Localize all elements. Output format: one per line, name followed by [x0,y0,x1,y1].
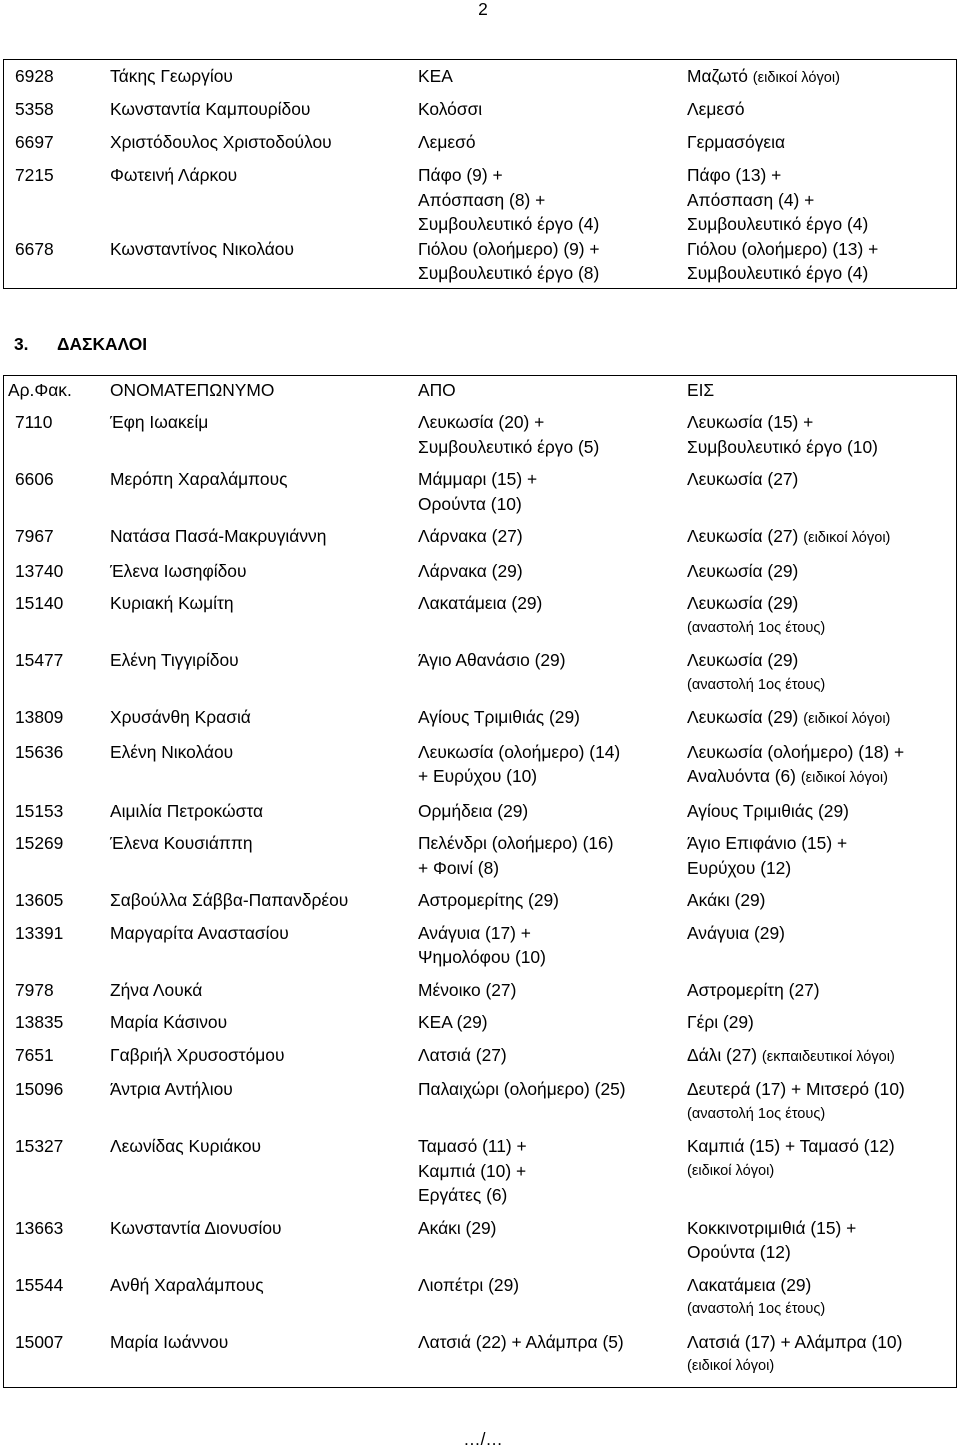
file-number: 7967 [15,526,54,546]
to-note: (ειδικοί λόγοι) [803,530,891,546]
table-row [4,64,956,97]
teacher-name: Άντρια Αντήλιου [110,1079,233,1099]
from-school [418,921,687,970]
from-school [418,1043,687,1070]
table2-body [4,410,956,1379]
from-line: Μένοικο (27) [418,979,517,1000]
to-note: (ειδικοί λόγοι) [803,711,891,727]
table-row [4,1043,956,1070]
section-title: ΔΑΣΚΑΛΟΙ [57,334,148,354]
teacher-name: Μαργαρίτα Αναστασίου [110,922,289,943]
from-line: Άγιο Αθανάσιο (29) [418,650,566,670]
to-note-line: (ειδικοί λόγοι) [687,1162,775,1179]
to-school [687,524,957,551]
to-school [687,705,957,732]
to-line [687,559,957,584]
to-line [687,261,957,286]
from-school [418,237,687,286]
table-row [4,559,956,584]
from-line: Μάμμαρι (15) + [418,469,538,489]
from-line: Λάρνακα (27) [418,526,523,546]
from-line: ΚΕΑ (29) [418,1012,488,1032]
to-line [687,740,957,765]
from-line: Παλαιχώρι (ολοήμερο) (25) [418,1079,626,1099]
to-school [687,1010,957,1035]
to-text: Λευκωσία (29) [687,560,799,581]
teacher-name: Νατάσα Πασά-Μακρυγιάννη [110,526,327,546]
to-text: Λεμεσό [687,99,745,119]
to-text: Λακατάμεια (29) [687,1274,812,1295]
to-text: Πάφο (13) + [687,165,782,185]
to-school [687,1330,957,1379]
transfers-table-continued [3,59,957,289]
file-number: 13740 [15,560,64,581]
teacher-name: Χρυσάνθη Κρασιά [110,707,251,727]
to-school [687,591,957,640]
from-line: Λευκωσία (20) + [418,412,545,432]
file-number: 6606 [15,469,54,489]
from-school [418,591,687,640]
from-school [418,97,687,130]
to-text: Λευκωσία (29) [687,707,799,727]
to-line [687,1134,957,1159]
to-line [687,435,957,460]
from-school [418,559,687,584]
to-text: Δευτερά (17) + Μιτσερό (10) [687,1079,905,1099]
to-line [687,1077,957,1102]
section-number: 3. [14,334,29,354]
file-number: 13663 [15,1217,64,1238]
file-number: 15007 [15,1331,64,1352]
table-row [4,410,956,459]
to-text: Αγίους Τριμιθιάς (29) [687,800,849,821]
table-row [4,978,956,1003]
file-number: 15636 [15,741,64,762]
table-row [4,237,956,286]
from-school [418,410,687,459]
from-line: + Φοινί (8) [418,857,500,878]
to-school [687,467,957,516]
from-school [418,1216,687,1265]
to-school [687,410,957,459]
to-text: Λευκωσία (15) + [687,412,814,432]
from-school [418,648,687,697]
to-line [687,705,957,732]
from-line: Λεμεσό [418,132,476,152]
from-line: Αγίους Τριμιθιάς (29) [418,707,580,727]
from-school [418,163,687,237]
file-number: 7978 [15,979,54,1000]
to-text: Αναλυόντα (6) [687,766,796,786]
teacher-name: Μαρία Ιωάννου [110,1331,229,1352]
teacher-name: Μερόπη Χαραλάμπους [110,469,288,489]
table-row [4,1134,956,1208]
from-line: Λευκωσία (ολοήμερο) (14) [418,741,621,762]
to-text: Κοκκινοτριμιθιά (15) + [687,1217,857,1238]
table-row [4,921,956,970]
to-school [687,888,957,913]
from-line: Ταμασό (11) + [418,1136,527,1156]
to-line [687,212,957,237]
to-school [687,648,957,697]
to-school [687,1216,957,1265]
teacher-name: Κυριακή Κωμίτη [110,593,234,613]
file-number: 15477 [15,650,64,670]
to-school [687,1043,957,1070]
to-text: Γιόλου (ολοήμερο) (13) + [687,238,879,259]
to-text: Γερμασόγεια [687,132,786,152]
file-number: 15327 [15,1136,64,1156]
to-note-line: (ειδικοί λόγοι) [687,1358,775,1374]
file-number: 15140 [15,593,64,613]
teacher-name: Έφη Ιωακείμ [110,412,209,432]
from-line: Πελένδρι (ολοήμερο) (16) [418,833,614,853]
to-line [687,921,957,946]
from-line: Ανάγυια (17) + [418,922,531,943]
from-school [418,831,687,880]
to-school [687,799,957,824]
to-text: Μαζωτό [687,66,748,86]
from-line: Λάρνακα (29) [418,560,523,581]
from-school [418,888,687,913]
to-school [687,559,957,584]
from-school [418,1330,687,1379]
to-text: Ορούντα (12) [687,1242,791,1262]
to-text: Απόσπαση (4) + [687,189,815,210]
teachers-transfers-table [3,375,957,1388]
to-line [687,1043,957,1070]
to-line [687,764,957,791]
to-line [687,1240,957,1265]
header-file-number: Αρ.Φακ. [8,380,72,400]
file-number: 7110 [15,412,53,432]
table-row [4,705,956,732]
to-school [687,97,957,130]
to-school [687,1134,957,1208]
to-school [687,831,957,880]
to-text: Λευκωσία (29) [687,650,799,670]
table-row [4,1273,956,1322]
to-note: (εκπαιδευτικοί λόγοι) [761,1048,895,1065]
from-line: Ορμήδεια (29) [418,800,529,821]
from-line: Εργάτες (6) [418,1185,508,1205]
to-text: Λευκωσία (27) [687,469,799,489]
file-number: 13391 [15,922,64,943]
teacher-name: Αιμιλία Πετροκώστα [110,800,264,821]
from-school [418,1077,687,1126]
table-row [4,799,956,824]
teacher-name: Ανθή Χαραλάμπους [110,1274,264,1295]
table1-body [4,64,956,286]
to-text: Άγιο Επιφάνιο (15) + [687,833,848,853]
to-note-line: (αναστολή 1ος έτους) [687,1105,826,1122]
table-row [4,1330,956,1379]
to-school [687,64,957,97]
from-line: Συμβουλευτικό έργο (8) [418,263,600,283]
from-line: Λατσιά (22) + Αλάμπρα (5) [418,1331,624,1352]
file-number: 7651 [15,1044,54,1065]
from-school [418,130,687,163]
to-school [687,130,957,163]
to-line [687,188,957,213]
to-note-line: (αναστολή 1ος έτους) [687,619,826,636]
header-from: ΑΠΟ [418,380,456,400]
from-line: Ακάκι (29) [418,1217,497,1238]
to-line [687,524,957,551]
to-note-line: (αναστολή 1ος έτους) [687,676,826,693]
header-name: ΟΝΟΜΑΤΕΠΩΝΥΜΟ [110,380,275,400]
table-row [4,740,956,791]
to-line [687,64,957,91]
from-line: Αστρομερίτης (29) [418,890,559,910]
to-text: Συμβουλευτικό έργο (10) [687,436,878,457]
from-school [418,1273,687,1322]
to-line [687,831,957,856]
from-line: Καμπιά (10) + [418,1160,527,1181]
to-text: Λατσιά (17) + Αλάμπρα (10) [687,1331,903,1352]
from-line: Γιόλου (ολοήμερο) (9) + [418,238,600,259]
table-row [4,130,956,163]
to-text: Δάλι (27) [687,1044,757,1065]
to-text: Λευκωσία (ολοήμερο) (18) + [687,741,905,762]
file-number: 15153 [15,800,64,821]
to-line [687,1330,957,1355]
file-number: 6928 [15,66,54,86]
teacher-name: Τάκης Γεωργίου [110,66,233,86]
file-number: 15544 [15,1274,64,1295]
table-row [4,591,956,640]
to-line [687,237,957,262]
teacher-name: Κωνσταντία Καμπουρίδου [110,99,311,119]
file-number: 15096 [15,1079,64,1099]
from-line: Ορούντα (10) [418,493,522,514]
table-row [4,888,956,913]
file-number: 6697 [15,132,54,152]
from-school [418,705,687,732]
table-row [4,1216,956,1265]
table-row [4,1010,956,1035]
file-number: 5358 [15,99,54,119]
to-school [687,921,957,970]
to-line [687,856,957,881]
to-line [687,163,957,188]
table-row [4,467,956,516]
to-note-line: (αναστολή 1ος έτους) [687,1301,826,1317]
table-row [4,163,956,237]
from-line: + Ευρύχου (10) [418,766,538,786]
table-row [4,648,956,697]
to-text: Συμβουλευτικό έργο (4) [687,214,869,234]
to-note: (ειδικοί λόγοι) [800,770,889,786]
file-number: 7215 [15,165,54,185]
to-line [687,648,957,673]
teacher-name: Ελένη Νικολάου [110,741,234,762]
from-line: ΚΕΑ [418,66,453,86]
from-line: Λατσιά (27) [418,1044,507,1065]
teacher-name: Φωτεινή Λάρκου [110,165,238,185]
to-note: (ειδικοί λόγοι) [752,70,840,86]
teacher-name: Λεωνίδας Κυριάκου [110,1136,262,1156]
file-number: 15269 [15,833,64,853]
header-to: ΕΙΣ [687,380,715,400]
to-text: Λευκωσία (27) [687,526,799,546]
file-number: 13835 [15,1012,64,1032]
to-text: Ευρύχου (12) [687,857,792,878]
to-line [687,978,957,1003]
from-line: Απόσπαση (8) + [418,189,546,210]
to-text: Καμπιά (15) + Ταμασό (12) [687,1136,895,1156]
to-school [687,1273,957,1322]
continuation-mark: …/… [463,1429,503,1449]
to-school [687,163,957,237]
from-school [418,524,687,551]
to-line [687,1273,957,1298]
to-text: Αστρομερίτη (27) [687,979,820,1000]
from-line: Συμβουλευτικό έργο (4) [418,214,600,234]
from-line: Συμβουλευτικό έργο (5) [418,436,600,457]
table-row [4,831,956,880]
table-row [4,97,956,130]
section-heading [14,332,147,357]
teacher-name: Ελένη Τιγγιρίδου [110,650,239,670]
from-line: Λιοπέτρι (29) [418,1274,520,1295]
file-number: 13605 [15,890,64,910]
to-line [687,1010,957,1035]
to-line [687,799,957,824]
table-header-row [4,376,956,410]
to-school [687,740,957,791]
teacher-name: Έλενα Κουσιάππη [110,833,253,853]
teacher-name: Ζήνα Λουκά [110,979,203,1000]
table-row [4,1077,956,1126]
page-number: 2 [478,0,488,19]
teacher-name: Μαρία Κάσινου [110,1012,228,1032]
teacher-name: Έλενα Ιωσηφίδου [110,560,247,581]
file-number: 13809 [15,707,64,727]
from-line: Ψημολόφου (10) [418,947,546,967]
to-text: Γέρι (29) [687,1012,754,1032]
to-line [687,467,957,492]
from-school [418,1010,687,1035]
to-school [687,978,957,1003]
teacher-name: Κωνσταντίνος Νικολάου [110,238,294,259]
to-line [687,130,957,155]
from-school [418,740,687,791]
table-row [4,524,956,551]
to-text: Ανάγυια (29) [687,922,785,943]
from-school [418,1134,687,1208]
to-line [687,410,957,435]
to-line [687,591,957,616]
from-line: Λακατάμεια (29) [418,593,543,613]
to-text: Συμβουλευτικό έργο (4) [687,263,869,283]
to-line [687,888,957,913]
file-number: 6678 [15,238,54,259]
to-text: Λευκωσία (29) [687,593,799,613]
from-school [418,978,687,1003]
to-school [687,237,957,286]
to-line [687,1216,957,1241]
to-line [687,97,957,122]
teacher-name: Σαβούλλα Σάββα-Παπανδρέου [110,890,349,910]
to-text: Ακάκι (29) [687,890,766,910]
from-line: Πάφο (9) + [418,165,503,185]
from-school [418,64,687,97]
teacher-name: Κωνσταντία Διονυσίου [110,1217,282,1238]
teacher-name: Χριστόδουλος Χριστοδούλου [110,132,332,152]
teacher-name: Γαβριήλ Χρυσοστόμου [110,1044,285,1065]
from-school [418,799,687,824]
from-line: Κολόσσι [418,99,483,119]
to-school [687,1077,957,1126]
from-school [418,467,687,516]
